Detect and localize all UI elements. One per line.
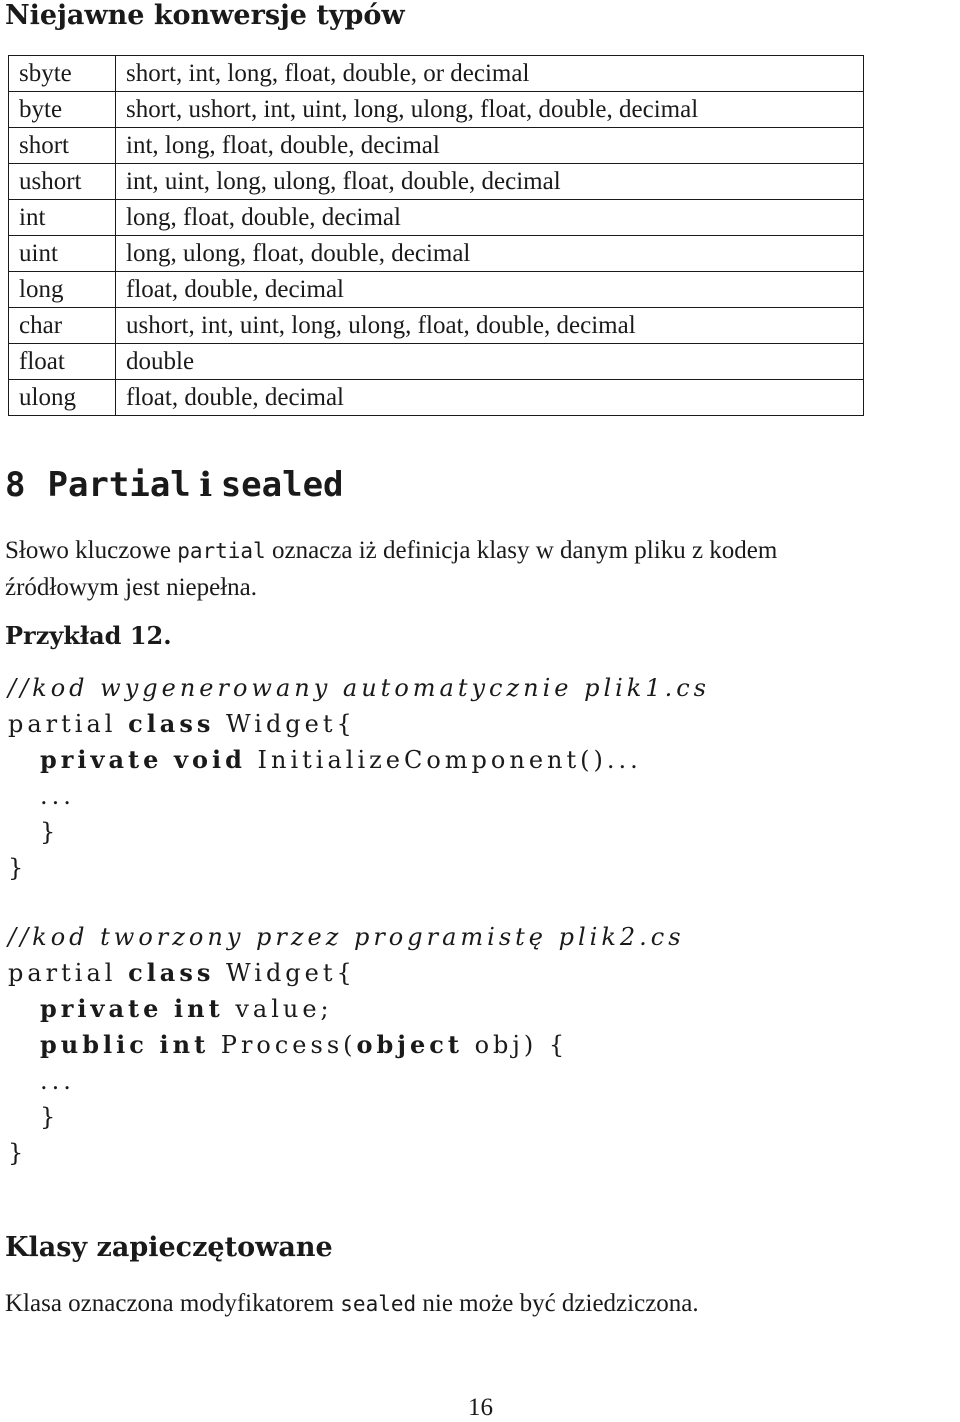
sealed-description-text-cont: nie może być dziedziczona. [416,1290,699,1317]
target-types-cell: ushort, int, uint, long, ulong, float, double, decimal [116,308,864,344]
target-types-cell: long, ulong, float, double, decimal [116,236,864,272]
section-heading-implicit-conversions: Niejawne konwersje typów [5,0,405,31]
source-type-cell: long [9,272,116,308]
target-types-cell: int, uint, long, ulong, float, double, decimal [116,164,864,200]
section-heading-sealed-classes: Klasy zapieczętowane [5,1232,333,1263]
table-row [9,236,864,272]
code-keyword: private [40,994,163,1023]
source-type-cell: byte [9,92,116,128]
table-row [9,308,864,344]
sealed-description-text: Klasa oznaczona modyfikatorem [5,1290,341,1317]
conversions-table [8,55,864,416]
table-row [9,272,864,308]
table-row [9,344,864,380]
table-row [9,380,864,416]
target-types-cell: double [116,344,864,380]
table-row [9,56,864,92]
code-token: partial [8,710,129,738]
target-types-cell: short, int, long, float, double, or decimal [116,56,864,92]
target-types-cell: float, double, decimal [116,272,864,308]
section-title-conjunction: i [199,465,213,505]
code-keyword: public [40,1030,148,1059]
table-row [9,200,864,236]
source-type-cell: ulong [9,380,116,416]
partial-keyword: partial [177,539,266,563]
code-keyword: int [159,1030,210,1059]
code-token: InitializeComponent()... [257,746,642,774]
code1-comment: //kod wygenerowany automatycznie plik1.cs [8,674,710,702]
code1-line-method [40,745,642,774]
partial-description-line2: źródłowym jest niepełna. [5,574,258,601]
code-token: obj) { [462,1031,569,1059]
page-number: 16 [468,1394,493,1421]
code1-line-ellipsis: ... [40,782,75,810]
code-keyword: object [356,1030,463,1059]
code2-line-field [40,994,333,1023]
target-types-cell: float, double, decimal [116,380,864,416]
code-keyword: private [40,745,163,774]
source-type-cell: short [9,128,116,164]
source-type-cell: ushort [9,164,116,200]
source-type-cell: float [9,344,116,380]
code2-comment: //kod tworzony przez programistę plik2.cs [8,923,685,951]
section-number: 8 [5,465,26,505]
table-row [9,92,864,128]
source-type-cell: sbyte [9,56,116,92]
section-heading-partial-sealed [5,465,344,505]
code-keyword: int [174,994,224,1023]
example-label: Przykład 12. [5,621,172,650]
partial-description-text: Słowo kluczowe [5,537,178,564]
code-keyword: class [128,958,215,987]
code2-line-ellipsis: ... [40,1067,75,1095]
target-types-cell: int, long, float, double, decimal [116,128,864,164]
code1-line-class [8,709,356,738]
sealed-keyword: sealed [340,1292,417,1316]
code-token: Process( [220,1031,357,1059]
sealed-description [5,1290,699,1318]
code2-line-method [40,1030,569,1059]
code-token: partial [8,959,129,987]
code2-line-close-inner: } [40,1103,60,1131]
target-types-cell: long, float, double, decimal [116,200,864,236]
source-type-cell: char [9,308,116,344]
section-title-sealed: sealed [220,465,344,505]
section-title-partial: Partial [47,465,191,505]
code-token: Widget{ [214,959,356,987]
code1-line-close-inner: } [40,818,60,846]
partial-description-text-cont: oznacza iż definicja klasy w danym pliku z kodem [265,537,778,564]
code-keyword: void [174,745,246,774]
table-row [9,128,864,164]
code-token: value; [235,995,333,1023]
code2-line-close-outer: } [8,1139,28,1167]
code-keyword: class [128,709,215,738]
code1-line-close-outer: } [8,854,28,882]
source-type-cell: int [9,200,116,236]
table-row [9,164,864,200]
partial-description-line1 [5,537,777,565]
code-token: Widget{ [214,710,356,738]
target-types-cell: short, ushort, int, uint, long, ulong, float, double, decimal [116,92,864,128]
code2-line-class [8,958,356,987]
source-type-cell: uint [9,236,116,272]
